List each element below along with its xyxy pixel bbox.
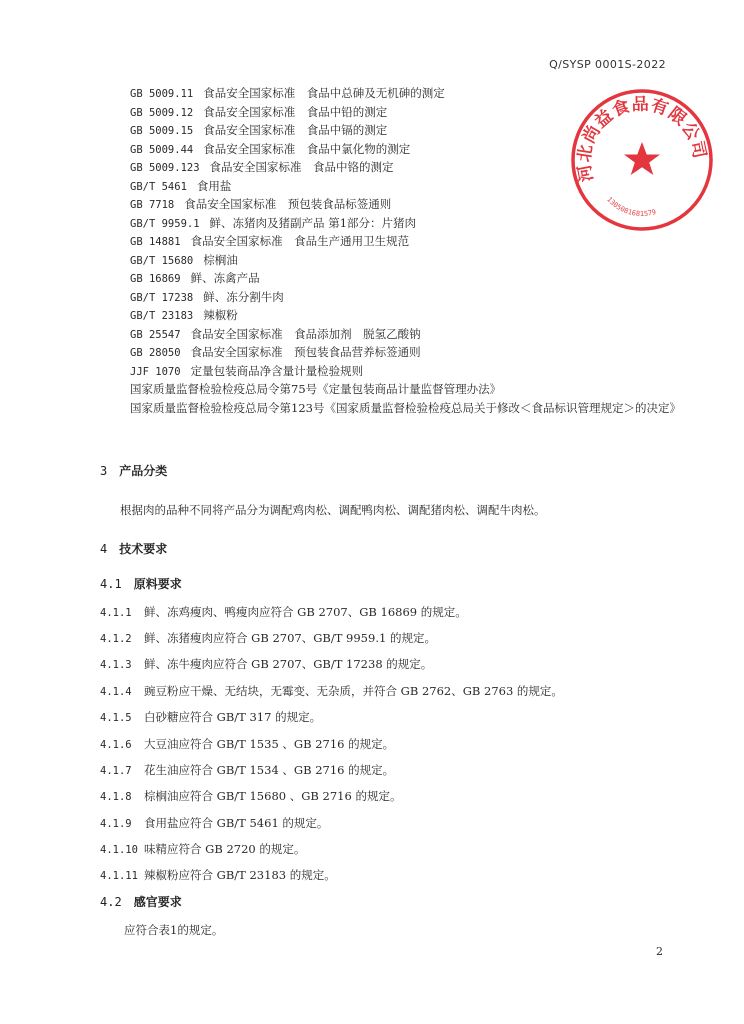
reference-item [130,251,690,270]
reference-code: GB/T 15680 [130,254,194,267]
reference-item [130,343,690,362]
decree-item: 国家质量监督检验检疫总局令第123号《国家质量监督检验检疫总局关于修改＜食品标识管理规定＞的决定》 [130,400,681,415]
reference-title: 食品安全国家标准 预包装食品营养标签通则 [190,345,421,359]
requirement-item: 4.1.6 大豆油应符合 GB/T 1535 、GB 2716 的规定。 [100,737,395,751]
reference-item [130,140,690,159]
reference-code: JJF 1070 [130,365,181,378]
document-number: Q/SYSP 0001S-2022 [549,58,666,71]
requirement-item: 4.1.8 棕榈油应符合 GB/T 15680 、GB 2716 的规定。 [100,789,402,803]
reference-code: GB 16869 [130,273,181,285]
requirement-item: 4.1.1 鲜、冻鸡瘦肉、鸭瘦肉应符合 GB 2707、GB 16869 的规定。 [100,605,467,619]
requirement-item: 4.1.11 辣椒粉应符合 GB/T 23183 的规定。 [100,868,336,882]
reference-item [130,103,690,122]
reference-item [130,288,690,307]
reference-title: 食品安全国家标准 预包装食品标签通则 [184,197,392,211]
reference-item [130,214,690,233]
svg-text:河北尚益食品有限公司: 河北尚益食品有限公司 [574,94,710,184]
reference-code: GB/T 23183 [130,310,194,322]
reference-title: 食品安全国家标准 食品中镉的测定 [203,123,388,137]
reference-item [130,195,690,214]
section-paragraph: 根据肉的品种不同将产品分为调配鸡肉松、调配鸭肉松、调配猪肉松、调配牛肉松。 [120,503,546,517]
reference-title: 食品安全国家标准 食品中铅的测定 [203,104,388,119]
reference-item [130,269,690,288]
reference-code: GB 5009.12 [130,106,194,119]
requirement-item: 4.1.7 花生油应符合 GB/T 1534 、GB 2716 的规定。 [100,763,395,777]
reference-code: GB 5009.11 [130,88,194,100]
reference-code: GB 5009.15 [130,125,194,137]
reference-item [130,158,690,177]
reference-title: 食用盐 [196,178,232,193]
reference-item [130,325,690,344]
reference-code: GB 7718 [130,199,175,211]
reference-title: 辣椒粉 [203,308,238,322]
requirement-item: 4.1.9 食用盐应符合 GB/T 5461 的规定。 [100,816,329,830]
subsection-heading: 4.1 原料要求 [100,577,182,591]
reference-title: 鲜、冻猪肉及猪副产品 第1部分：片猪肉 [209,215,417,230]
reference-item [130,232,690,251]
reference-title: 棕榈油 [203,252,238,267]
reference-item [130,121,690,140]
requirement-item: 4.1.3 鲜、冻牛瘦肉应符合 GB 2707、GB/T 17238 的规定。 [100,657,433,671]
section-paragraph: 应符合表1的规定。 [124,923,224,937]
page-number: 2 [656,945,663,958]
section-heading: 3 产品分类 [100,464,168,478]
reference-code: GB/T 17238 [130,291,194,304]
reference-title: 食品安全国家标准 食品中总砷及无机砷的测定 [203,86,445,100]
reference-code: GB 5009.123 [130,162,200,174]
decree-item: 国家质量监督检验检疫总局令第75号《定量包装商品计量监督管理办法》 [130,382,502,396]
reference-code: GB 28050 [130,347,181,359]
reference-item [130,177,690,196]
reference-title: 定量包装商品净含量计量检验规则 [190,363,364,378]
reference-item [130,362,690,381]
subsection-heading: 4.2 感官要求 [100,895,182,909]
reference-code: GB 25547 [130,328,181,341]
reference-title: 食品安全国家标准 食品生产通用卫生规范 [190,234,410,248]
svg-text:1305081681579: 1305081681579 [605,195,658,219]
reference-code: GB/T 5461 [130,180,187,193]
section-heading: 4 技术要求 [100,542,168,556]
reference-title: 食品安全国家标准 食品添加剂 脱氢乙酸钠 [190,326,421,341]
requirement-item: 4.1.2 鲜、冻猪瘦肉应符合 GB 2707、GB/T 9959.1 的规定。 [100,631,436,645]
reference-item [130,84,690,103]
reference-code: GB 5009.44 [130,143,194,156]
requirement-item: 4.1.4 豌豆粉应干燥、无结块，无霉变、无杂质，并符合 GB 2762、GB 2763 的规定。 [100,684,563,698]
normative-references-list [130,84,690,418]
requirement-item: 4.1.5 白砂糖应符合 GB/T 317 的规定。 [100,710,322,724]
reference-item [130,306,690,325]
reference-title: 鲜、冻分割牛肉 [203,289,284,304]
reference-title: 食品安全国家标准 食品中铬的测定 [209,160,394,174]
reference-code: GB 14881 [130,236,181,248]
reference-code: GB/T 9959.1 [130,217,200,230]
reference-title: 食品安全国家标准 食品中氯化物的测定 [203,141,411,156]
requirement-item: 4.1.10 味精应符合 GB 2720 的规定。 [100,842,306,856]
reference-title: 鲜、冻禽产品 [190,271,260,285]
